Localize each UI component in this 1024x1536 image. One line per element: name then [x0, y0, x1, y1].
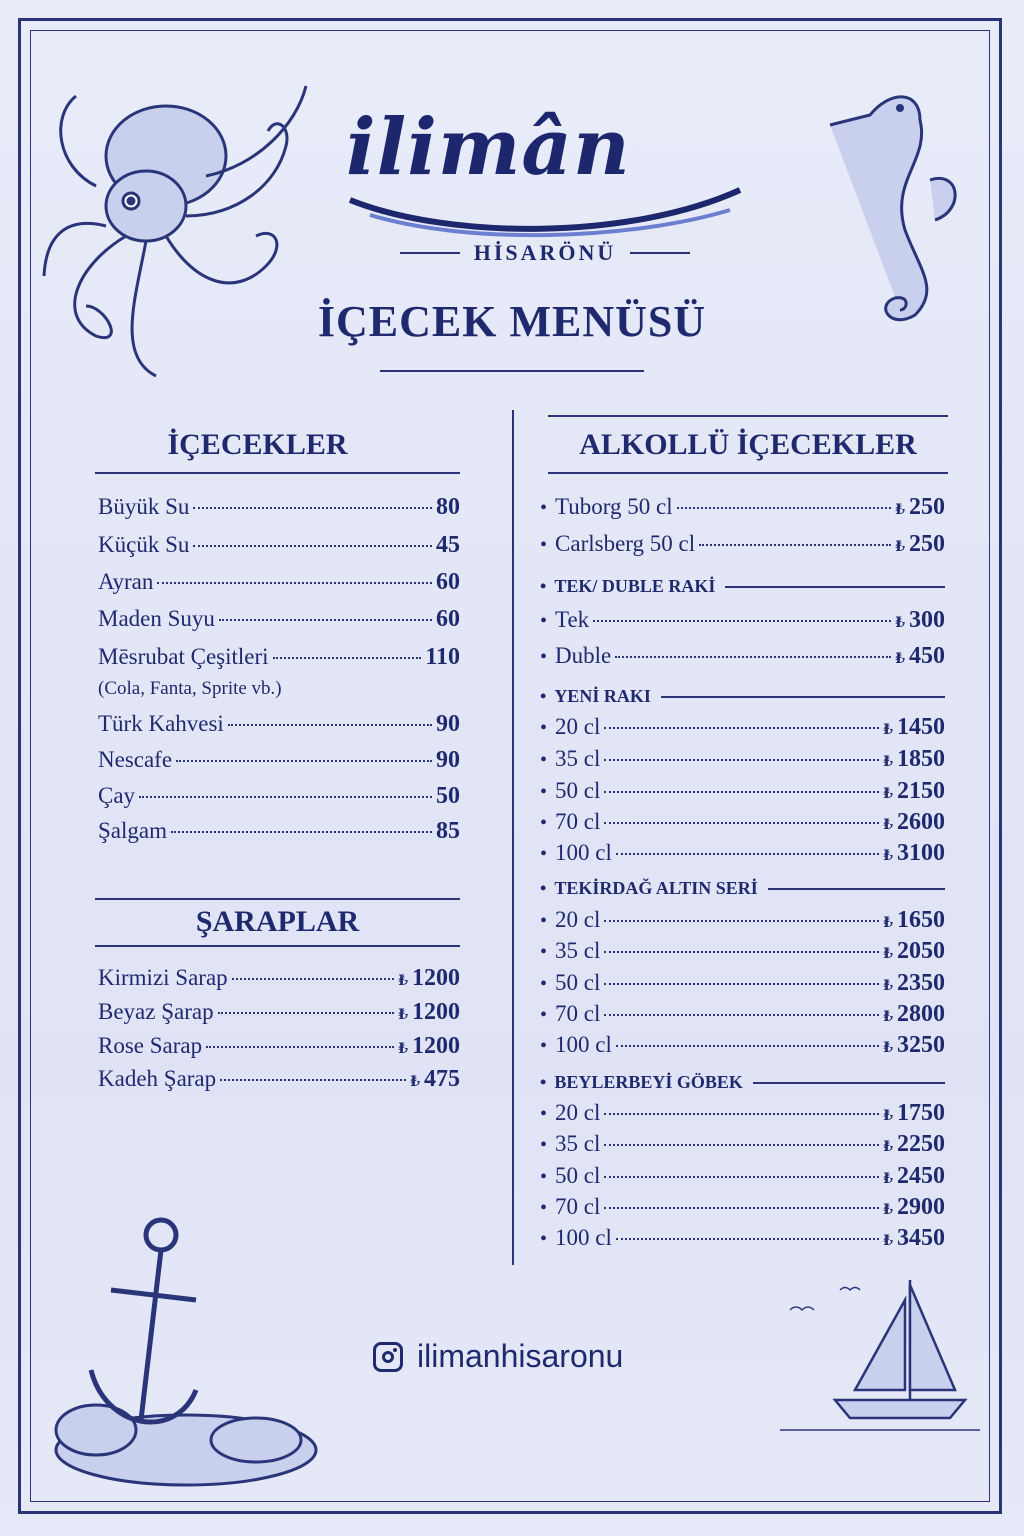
leader-dots — [616, 1045, 879, 1047]
brand-name: ilimân — [346, 102, 631, 193]
price-value: 2900 — [897, 1194, 945, 1220]
bullet: • — [540, 686, 547, 706]
leader-dots — [604, 1207, 879, 1209]
lira-symbol: ₺ — [883, 1010, 893, 1025]
price-value: 110 — [425, 644, 460, 670]
item-price — [883, 938, 945, 965]
price-value: 1200 — [412, 965, 460, 991]
raki-item — [540, 1032, 945, 1059]
bullet: • — [540, 781, 548, 803]
bullet: • — [540, 610, 548, 632]
item-price — [410, 1066, 460, 1093]
price-value: 3100 — [897, 840, 945, 866]
price-value: 2600 — [897, 809, 945, 835]
bullet: • — [540, 1166, 548, 1188]
lira-symbol: ₺ — [883, 1109, 893, 1124]
item-price — [883, 778, 945, 805]
leader-dots — [604, 920, 879, 922]
price-value: 85 — [436, 818, 460, 844]
lira-symbol: ₺ — [883, 755, 893, 770]
price-value: 2050 — [897, 938, 945, 964]
price-value: 1200 — [412, 999, 460, 1025]
bullet: • — [540, 1197, 548, 1219]
item-name: Carlsberg 50 cl — [555, 531, 696, 556]
item-name: 100 cl — [555, 840, 612, 865]
item-name: Tuborg 50 cl — [555, 494, 673, 519]
lira-symbol: ₺ — [883, 818, 893, 833]
item-price — [436, 711, 460, 738]
leader-dots — [604, 983, 879, 985]
bullet: • — [540, 812, 548, 834]
item-name: 50 cl — [555, 1163, 601, 1188]
item-price — [883, 1131, 945, 1158]
subsection-rule — [725, 586, 945, 588]
bullet: • — [540, 1004, 548, 1026]
wines-title-underline — [95, 945, 460, 947]
item-price — [436, 606, 460, 633]
raki-item — [540, 1225, 945, 1252]
subsection-rule — [661, 696, 945, 698]
alcohol-title-underline — [548, 472, 948, 474]
leader-dots — [604, 1176, 879, 1178]
alcohol-section-title: ALKOLLÜ İÇECEKLER — [579, 428, 917, 461]
leader-dots — [615, 656, 891, 658]
lira-symbol: ₺ — [883, 787, 893, 802]
beer-item — [540, 494, 945, 521]
leader-dots — [176, 760, 432, 762]
leader-dots — [604, 1014, 879, 1016]
leader-dots — [677, 507, 892, 509]
leader-dots — [604, 791, 879, 793]
price-value: 2250 — [897, 1131, 945, 1157]
bullet: • — [540, 941, 548, 963]
item-price — [883, 1163, 945, 1190]
title-underline — [380, 370, 644, 372]
price-value: 2150 — [897, 778, 945, 804]
item-name: 20 cl — [555, 714, 601, 739]
lira-symbol: ₺ — [883, 947, 893, 962]
lira-symbol: ₺ — [895, 540, 905, 555]
soda-note: (Cola, Fanta, Sprite vb.) — [98, 678, 282, 699]
price-value: 475 — [424, 1066, 460, 1092]
price-value: 250 — [909, 494, 945, 520]
item-name: 70 cl — [555, 1194, 601, 1219]
item-name: Tek — [555, 607, 590, 632]
price-value: 450 — [909, 643, 945, 669]
raki-item — [540, 1001, 945, 1028]
alcohol-top-rule — [548, 415, 948, 417]
anchor-illustration — [36, 1200, 336, 1500]
bullet: • — [540, 843, 548, 865]
leader-dots — [218, 1012, 395, 1014]
lira-symbol: ₺ — [883, 916, 893, 931]
price-value: 3250 — [897, 1032, 945, 1058]
bullet: • — [540, 749, 548, 771]
drinks-title-underline — [95, 472, 460, 474]
price-value: 50 — [436, 783, 460, 809]
subsection-rule — [753, 1082, 945, 1084]
item-price — [895, 607, 945, 634]
raki-item — [540, 746, 945, 773]
item-price — [436, 569, 460, 596]
bullet: • — [540, 878, 547, 898]
item-name: 50 cl — [555, 778, 601, 803]
leader-dots — [593, 620, 891, 622]
item-name: Çay — [98, 783, 136, 808]
item-name: Küçük Su — [98, 532, 190, 557]
item-price — [883, 840, 945, 867]
drink-item — [98, 606, 460, 633]
item-name: Rose Sarap — [98, 1033, 203, 1058]
price-value: 1200 — [412, 1033, 460, 1059]
bullet: • — [540, 534, 548, 556]
bullet: • — [540, 1072, 547, 1092]
item-price — [398, 1033, 460, 1060]
item-name: 100 cl — [555, 1225, 612, 1250]
leader-dots — [604, 822, 879, 824]
lira-symbol: ₺ — [398, 1042, 408, 1057]
item-price — [883, 1225, 945, 1252]
item-name: Maden Suyu — [98, 606, 215, 631]
price-value: 90 — [436, 747, 460, 773]
leader-dots — [604, 1113, 879, 1115]
instagram-icon — [373, 1342, 403, 1372]
raki-item — [540, 1100, 945, 1127]
item-name: 70 cl — [555, 809, 601, 834]
price-value: 2450 — [897, 1163, 945, 1189]
raki-item — [540, 1163, 945, 1190]
item-price — [883, 809, 945, 836]
wine-item — [98, 1066, 460, 1093]
drink-item — [98, 747, 460, 774]
price-value: 80 — [436, 494, 460, 520]
leader-dots — [193, 507, 432, 509]
subsection-title: TEKİRDAĞ ALTIN SERİ — [554, 878, 758, 898]
drink-item — [98, 783, 460, 810]
subsection-header — [540, 576, 945, 597]
lira-symbol: ₺ — [883, 723, 893, 738]
item-name: Duble — [555, 643, 612, 668]
price-value: 90 — [436, 711, 460, 737]
leader-dots — [228, 724, 432, 726]
drinks-section-title: İÇECEKLER — [167, 428, 348, 461]
item-price — [436, 532, 460, 559]
lira-symbol: ₺ — [883, 1234, 893, 1249]
lira-symbol: ₺ — [398, 1008, 408, 1023]
bullet: • — [540, 1103, 548, 1125]
lira-symbol: ₺ — [883, 1140, 893, 1155]
leader-dots — [193, 545, 432, 547]
wine-item — [98, 999, 460, 1026]
price-value: 1750 — [897, 1100, 945, 1126]
beer-item — [540, 531, 945, 558]
lira-symbol: ₺ — [883, 1041, 893, 1056]
item-name: 100 cl — [555, 1032, 612, 1057]
raki-item — [540, 809, 945, 836]
item-name: 20 cl — [555, 1100, 601, 1125]
bullet: • — [540, 910, 548, 932]
price-value: 2800 — [897, 1001, 945, 1027]
wine-item — [98, 965, 460, 992]
leader-dots — [604, 727, 879, 729]
item-name: Kirmizi Sarap — [98, 965, 228, 990]
raki-item — [540, 1131, 945, 1158]
lira-symbol: ₺ — [895, 503, 905, 518]
leader-dots — [699, 544, 891, 546]
lira-symbol: ₺ — [883, 979, 893, 994]
subsection-header — [540, 686, 945, 707]
bullet: • — [540, 973, 548, 995]
leader-dots — [206, 1046, 394, 1048]
subsection-rule — [768, 888, 945, 890]
leader-dots — [219, 619, 432, 621]
price-value: 2350 — [897, 970, 945, 996]
price-value: 1850 — [897, 746, 945, 772]
item-name: 20 cl — [555, 907, 601, 932]
item-price — [895, 531, 945, 558]
price-value: 45 — [436, 532, 460, 558]
instagram-handle[interactable] — [373, 1338, 623, 1375]
leader-dots — [157, 582, 432, 584]
item-name: 35 cl — [555, 1131, 601, 1156]
drink-item — [98, 494, 460, 521]
item-name: Mēsrubat Çeşitleri — [98, 644, 269, 669]
leader-dots — [604, 951, 879, 953]
drink-item — [98, 569, 460, 596]
subsection-title: TEK/ DUBLE RAKİ — [554, 576, 716, 596]
item-price — [436, 783, 460, 810]
lira-symbol: ₺ — [398, 974, 408, 989]
subsection-header — [540, 878, 945, 899]
lira-symbol: ₺ — [895, 616, 905, 631]
bullet: • — [540, 497, 548, 519]
lira-symbol: ₺ — [883, 1172, 893, 1187]
item-price — [436, 747, 460, 774]
bullet: • — [540, 1134, 548, 1156]
raki-item — [540, 778, 945, 805]
item-price — [883, 1100, 945, 1127]
item-name: Şalgam — [98, 818, 167, 843]
lira-symbol: ₺ — [410, 1075, 420, 1090]
item-price — [436, 818, 460, 845]
item-price — [436, 494, 460, 521]
raki-item — [540, 907, 945, 934]
raki-item — [540, 1194, 945, 1221]
drink-item — [98, 644, 460, 671]
price-value: 3450 — [897, 1225, 945, 1251]
leader-dots — [616, 1238, 879, 1240]
item-price — [895, 643, 945, 670]
wines-top-rule — [95, 898, 460, 900]
item-name: Nescafe — [98, 747, 173, 772]
item-name: 50 cl — [555, 970, 601, 995]
bullet: • — [540, 1035, 548, 1057]
instagram-text: ilimanhisaronu — [417, 1338, 624, 1374]
octopus-illustration — [36, 36, 336, 416]
item-name: Kadeh Şarap — [98, 1066, 217, 1091]
subsection-header — [540, 1072, 945, 1093]
raki-item — [540, 938, 945, 965]
lira-symbol: ₺ — [895, 652, 905, 667]
item-price — [883, 1194, 945, 1221]
raki-item — [540, 607, 945, 634]
item-price — [883, 714, 945, 741]
leader-dots — [604, 759, 879, 761]
price-value: 1450 — [897, 714, 945, 740]
item-name: 35 cl — [555, 746, 601, 771]
wines-section-title: ŞARAPLAR — [195, 905, 360, 938]
item-name: Büyük Su — [98, 494, 190, 519]
price-value: 300 — [909, 607, 945, 633]
location-label: HİSARÖNÜ — [473, 240, 617, 265]
item-price — [883, 1001, 945, 1028]
item-name: 35 cl — [555, 938, 601, 963]
lira-symbol: ₺ — [883, 1203, 893, 1218]
bullet: • — [540, 576, 547, 596]
drink-item — [98, 711, 460, 738]
leader-dots — [232, 978, 395, 980]
raki-item — [540, 643, 945, 670]
column-divider — [512, 410, 514, 1265]
logo-swoosh — [330, 180, 760, 240]
leader-dots — [273, 657, 422, 659]
subsection-title: YENİ RAKI — [554, 686, 651, 706]
lira-symbol: ₺ — [883, 849, 893, 864]
bullet: • — [540, 1228, 548, 1250]
subsection-title: BEYLERBEYİ GÖBEK — [554, 1072, 743, 1092]
item-price — [398, 999, 460, 1026]
price-value: 60 — [436, 606, 460, 632]
leader-dots — [171, 831, 432, 833]
sailboat-illustration — [780, 1270, 980, 1450]
item-name: Türk Kahvesi — [98, 711, 224, 736]
page-title: İÇECEK MENÜSÜ — [317, 297, 707, 346]
item-price — [425, 644, 460, 671]
item-price — [895, 494, 945, 521]
price-value: 1650 — [897, 907, 945, 933]
bullet: • — [540, 646, 548, 668]
item-name: Beyaz Şarap — [98, 999, 214, 1024]
leader-dots — [604, 1144, 879, 1146]
drink-item — [98, 532, 460, 559]
item-price — [883, 1032, 945, 1059]
leader-dots — [220, 1079, 406, 1081]
raki-item — [540, 840, 945, 867]
price-value: 60 — [436, 569, 460, 595]
raki-item — [540, 970, 945, 997]
bullet: • — [540, 717, 548, 739]
logo — [330, 80, 760, 270]
leader-dots — [616, 853, 879, 855]
item-price — [883, 970, 945, 997]
leader-dots — [139, 796, 432, 798]
raki-item — [540, 714, 945, 741]
price-value: 250 — [909, 531, 945, 557]
drink-item — [98, 818, 460, 845]
wine-item — [98, 1033, 460, 1060]
item-price — [883, 907, 945, 934]
item-price — [398, 965, 460, 992]
item-name: Ayran — [98, 569, 154, 594]
item-name: 70 cl — [555, 1001, 601, 1026]
item-price — [883, 746, 945, 773]
